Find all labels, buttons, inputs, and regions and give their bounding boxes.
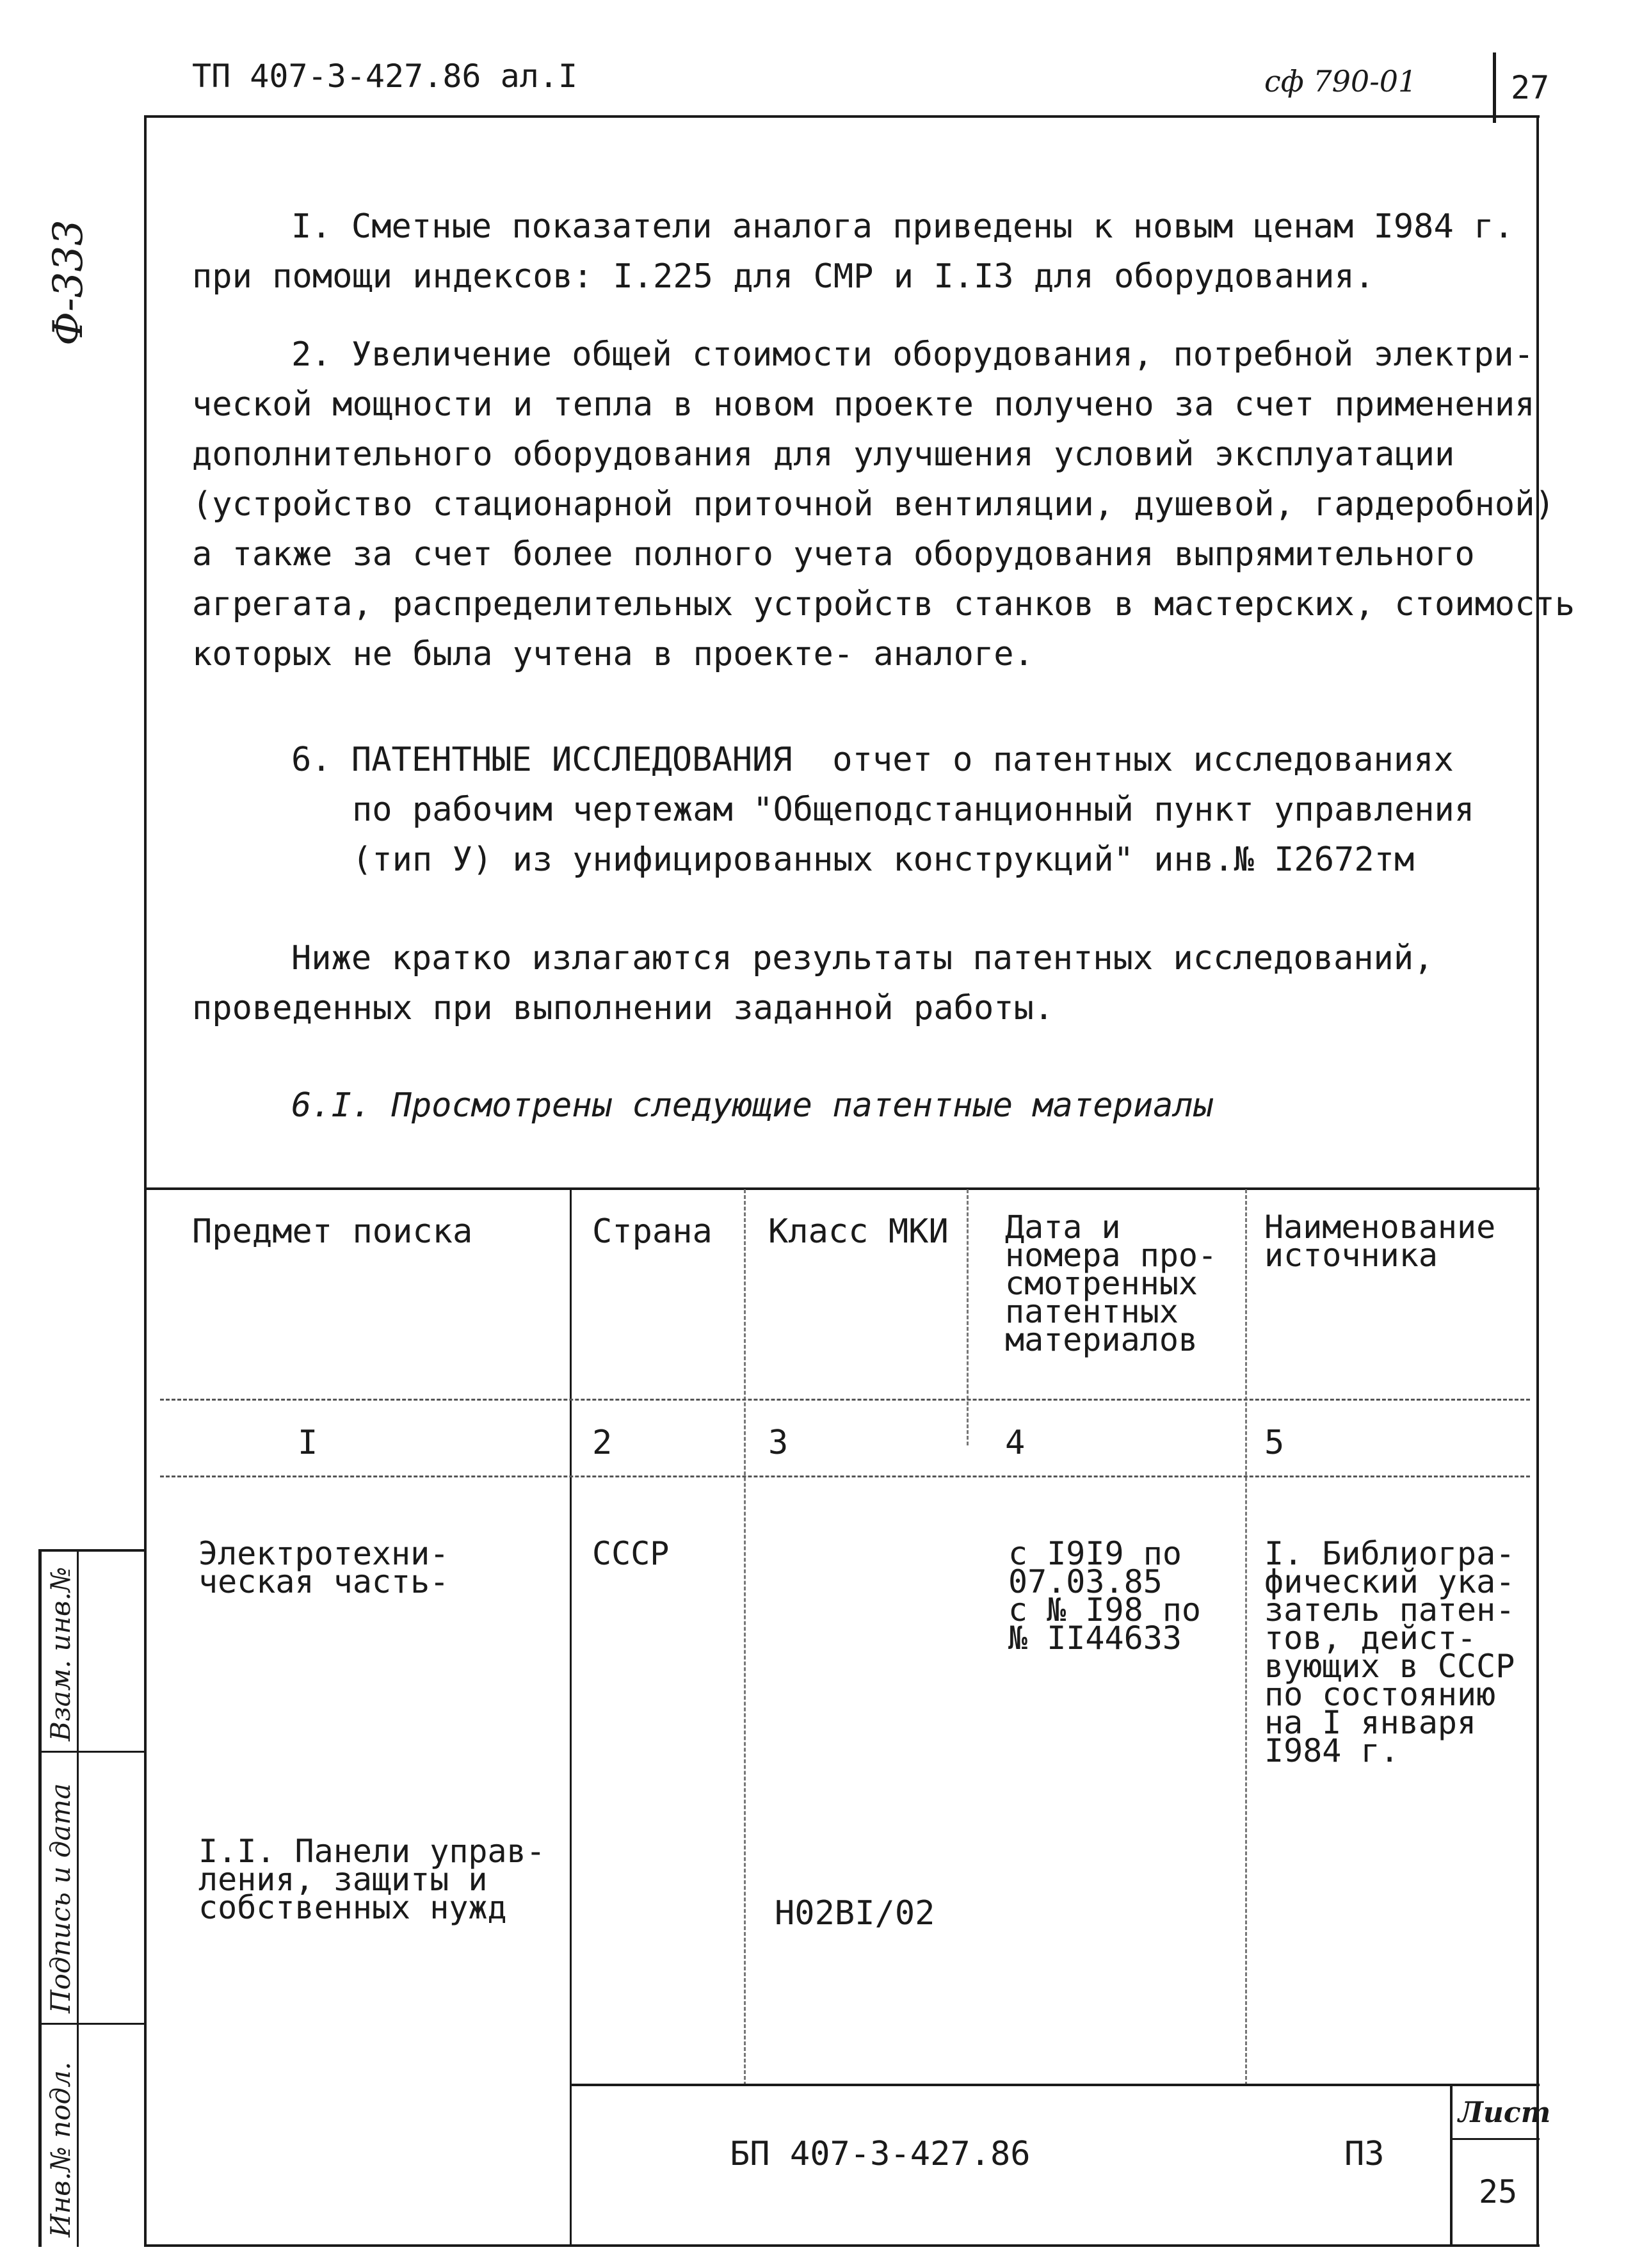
col-number-1: I [298,1424,318,1462]
stamp-block-left [38,1549,42,2247]
table-col-divider-2 [744,1189,746,2086]
footer-doc-code: БП 407-3-427.86 [730,2135,1031,2173]
para2-line7: которых не была учтена в проекте- аналоге. [192,635,1034,673]
frame-top [144,115,1540,118]
para2-line2: ческой мощности и тепла в новом проекте получено за счет применения [192,385,1535,424]
col-number-3: 3 [768,1424,789,1462]
para2-line3: дополнительного оборудования для улучшения условий эксплуатации [192,435,1455,474]
footer-section: ПЗ [1344,2135,1385,2173]
para7-line2: проведенных при выполнении заданной работы. [192,989,1054,1027]
vertical-stamp: Ф-333 [45,220,92,346]
header-subject: Предмет поиска [192,1212,473,1251]
row1-subject: Электротехни- ческая часть- [198,1535,449,1600]
header-mki-class: Класс МКИ [768,1212,949,1251]
header-country: Страна [592,1212,712,1251]
row1-dates: с I9I9 по 07.03.85 с № I98 по № II44633 [1008,1535,1202,1657]
sheet-number: 25 [1479,2173,1518,2210]
para2-line4: (устройство стационарной приточной вентиляции, душевой, гардеробной) [192,485,1555,524]
col-number-4: 4 [1005,1424,1026,1462]
row2-mki-class: Н02ВI/02 [775,1894,935,1933]
title-block-divider [1450,2084,1453,2247]
stamp-vzam: Взам. инв.№ [45,1566,76,1741]
table-col-divider-3 [967,1189,969,1445]
stamp-sep-2 [38,2023,144,2025]
sheet-label: Лист [1458,2096,1551,2129]
stamp-podpis: Подпись и дата [45,1783,76,2013]
subsection-6-1: 6.I. Просмотрены следующие патентные материалы [291,1086,1214,1125]
title-block-top [570,2084,1540,2086]
top-page-number: 27 [1511,69,1550,106]
row2-subject: I.I. Панели управ- ления, защиты и собственных нужд [198,1833,545,1926]
para1-line1: I. Сметные показатели аналога приведены к новым ценам I984 г. [291,207,1514,246]
table-header-separator [160,1399,1530,1401]
frame-left [144,115,147,2247]
para2-line1: 2. Увеличение общей стоимости оборудования, потребной электри- [291,335,1534,374]
table-top-line [144,1187,1540,1190]
sheet-label-separator [1450,2138,1540,2140]
stamp-block-top [38,1549,144,1552]
para1-line2: при помощи индексов: I.225 для СМР и I.I3 для оборудования. [192,257,1375,296]
col-number-5: 5 [1264,1424,1285,1462]
document-code: ТП 407-3-427.86 ал.I [192,58,578,95]
row1-source: I. Библиогра- фический ука- затель патен- тов, дейст- вующих в СССР по состоянию на I января I984 г. [1264,1535,1515,1769]
para2-line5: а также за счет более полного учета оборудования выпрямительного [192,535,1475,574]
table-col-divider-4 [1245,1189,1247,2086]
frame-right [1536,115,1539,2247]
page-number-divider [1493,52,1496,123]
section6-line3: (тип У) из унифицированных конструкций" инв.№ I2672тм [352,840,1415,879]
stamp-inv-podl: Инв.№ подл. [45,2061,76,2237]
handwritten-code: сф 790-01 [1264,64,1417,99]
section6-line1: 6. ПАТЕНТНЫЕ ИССЛЕДОВАНИЯ отчет о патентных исследованиях [291,741,1454,779]
stamp-sep-1 [38,1751,144,1753]
section6-line2: по рабочим чертежам "Общеподстанционный пункт управления [352,791,1475,829]
frame-bottom [144,2244,1540,2247]
row1-country: СССР [592,1535,670,1572]
table-number-separator [160,1476,1530,1477]
col-number-2: 2 [592,1424,613,1462]
header-source: Наименование источника [1264,1209,1496,1274]
stamp-block-inner [77,1549,79,2247]
para7-line1: Ниже кратко излагаются результаты патентных исследований, [291,939,1434,977]
header-dates: Дата и номера про- смотренных патентных материалов [1005,1209,1218,1358]
para2-line6: агрегата, распределительных устройств станков в мастерских, стоимость [192,585,1575,623]
